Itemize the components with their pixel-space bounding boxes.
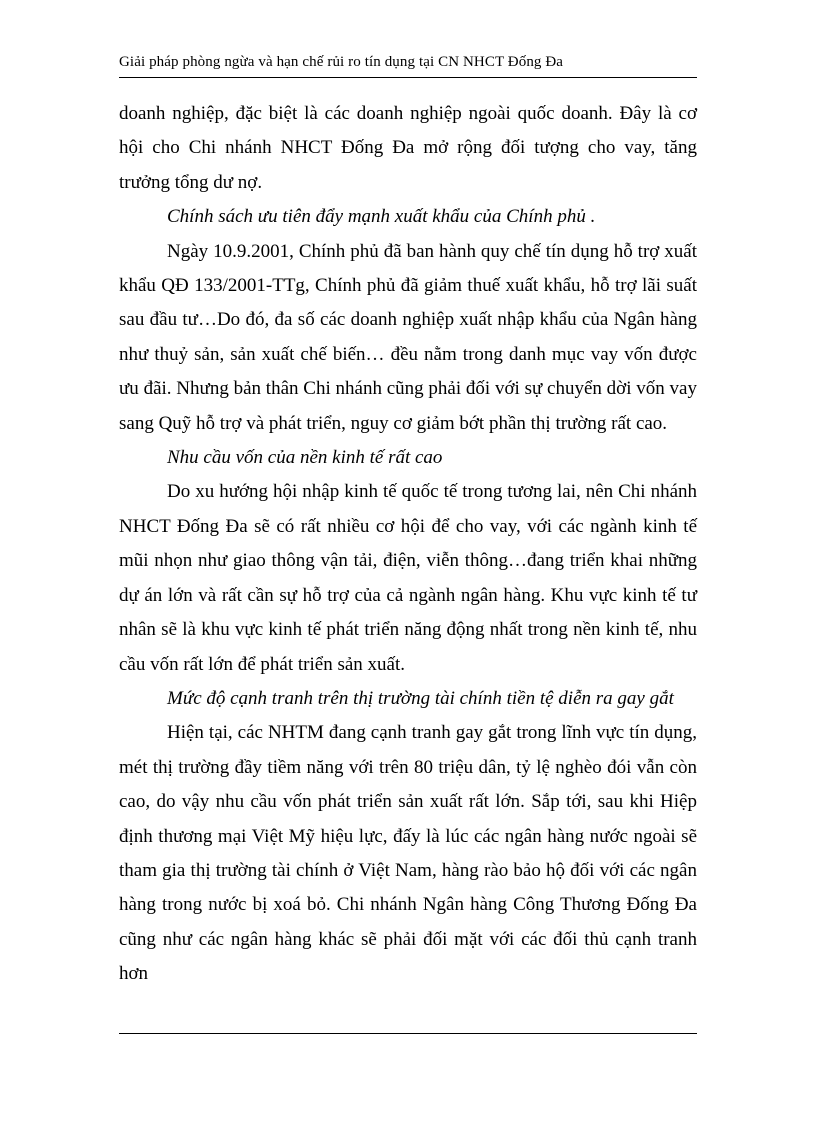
paragraph-export-policy: Ngày 10.9.2001, Chính phủ đã ban hành quy chế tín dụng hỗ trợ xuất khẩu QĐ 133/2001-TTg, Chính phủ đã giảm thuế xuất khẩu, hỗ trợ lãi suất sau đầu tư…Do đó, đa số các doanh nghiệp xuất nhập khẩu của Ngân hàng như thuỷ sản, sản xuất chế biến… đều nằm trong danh mục vay vốn được ưu đãi. Nhưng bản thân Chi nhánh cũng phải đối với sự chuyển dời vốn vay sang Quỹ hỗ trợ và phát triển, nguy cơ giảm bớt phần thị trường rất cao. (119, 240, 697, 434)
footer-divider (119, 1033, 697, 1034)
running-header: Giải pháp phòng ngừa và hạn chế rủi ro tín dụng tại CN NHCT Đống Đa (119, 54, 564, 70)
paragraph-capital-demand: Do xu hướng hội nhập kinh tế quốc tế trong tương lai, nên Chi nhánh NHCT Đống Đa sẽ có rất nhiều cơ hội để cho vay, với các ngành kinh tế mũi nhọn như giao thông vận tải, điện, viễn thông…đang triển khai những dự án lớn và rất cần sự hỗ trợ của cả ngành ngân hàng. Khu vực kinh tế tư nhân sẽ là khu vực kinh tế phát triển năng động nhất trong nền kinh tế, nhu cầu vốn rất lớn để phát triển sản xuất. (119, 481, 697, 675)
body-text (119, 97, 697, 992)
section-heading-competition: Mức độ cạnh tranh trên thị trường tài chính tiền tệ diễn ra gay gắt (167, 687, 674, 709)
header-divider (119, 77, 697, 78)
section-heading-capital-demand: Nhu cầu vốn của nền kinh tế rất cao (167, 447, 443, 469)
section-heading-export-policy: Chính sách ưu tiên đẩy mạnh xuất khẩu của Chính phủ . (167, 206, 596, 228)
paragraph-continuation: doanh nghiệp, đặc biệt là các doanh nghiệp ngoài quốc doanh. Đây là cơ hội cho Chi nhánh NHCT Đống Đa mở rộng đối tượng cho vay, tăng trưởng tổng dư nợ. (119, 103, 697, 193)
paragraph-competition: Hiện tại, các NHTM đang cạnh tranh gay gắt trong lĩnh vực tín dụng, mét thị trường đầy tiềm năng với trên 80 triệu dân, tỷ lệ nghèo đói vẫn còn cao, do vậy nhu cầu vốn phát triển sản xuất rất lớn. Sắp tới, sau khi Hiệp định thương mại Việt Mỹ hiệu lực, đấy là lúc các ngân hàng nước ngoài sẽ tham gia thị trường tài chính ở Việt Nam, hàng rào bảo hộ đối với các ngân hàng trong nước bị xoá bỏ. Chi nhánh Ngân hàng Công Thương Đống Đa cũng như các ngân hàng khác sẽ phải đối mặt với các đối thủ cạnh tranh hơn (119, 722, 697, 985)
